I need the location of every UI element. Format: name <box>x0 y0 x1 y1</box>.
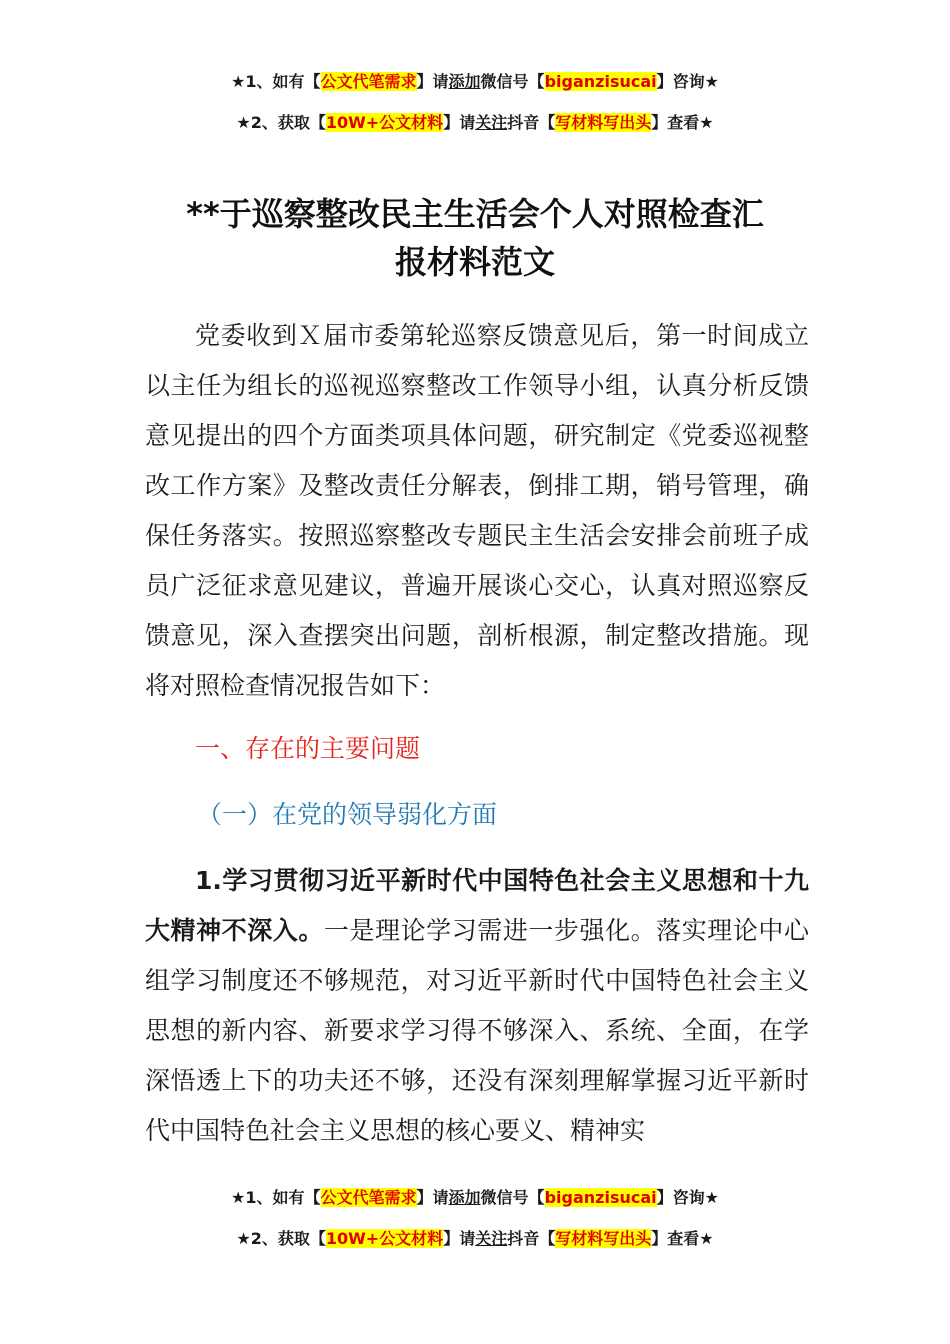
point-1-title: 1.学习贯彻习近平新时代中国特色社会主义思想和十九大精神不深入。 <box>145 866 809 945</box>
point-1-text: 一是理论学习需进一步强化。落实理论中心组学习制度还不够规范，对习近平新时代中国特色社会主义思想的新内容、新要求学习得不够深入、系统、全面，在学深悟透上下的功夫还不够，还没有深刻理解掌握习近平新时代中国特色社会主义思想的核心要义、精神实 <box>145 916 809 1145</box>
subsection-heading-1: （一）在党的领导弱化方面 <box>197 800 498 829</box>
banner-highlight: 10W+公文材料 <box>325 113 444 132</box>
title-line2: 报材料范文 <box>394 243 555 281</box>
banner-top-line1: ★1、如有【公文代笔需求】请添加微信号【biganzisucai】咨询★ <box>231 72 719 91</box>
banner-wechat-id: biganzisucai <box>544 1188 657 1207</box>
banner-highlight: 公文代笔需求 <box>320 1188 417 1207</box>
point-1-block <box>145 856 809 1156</box>
banner-wechat-id: biganzisucai <box>544 72 657 91</box>
intro-paragraph: 党委收到Ｘ届市委第轮巡察反馈意见后，第一时间成立以主任为组长的巡视巡察整改工作领导小组，认真分析反馈意见提出的四个方面类项具体问题，研究制定《党委巡视整改工作方案》及整改责任分解表，倒排工期，销号管理，确保任务落实。按照巡察整改专题民主生活会安排会前班子成员广泛征求意见建议，普遍开展谈心交心，认真对照巡察反馈意见，深入查摆突出问题，剖析根源，制定整改措施。现将对照检查情况报告如下： <box>145 321 809 700</box>
banner-highlight: 10W+公文材料 <box>325 1229 444 1248</box>
banner-douyin-id: 写材料写出头 <box>555 113 652 132</box>
section-heading-1: 一、存在的主要问题 <box>195 734 421 763</box>
banner-top-line2: ★2、获取【10W+公文材料】请关注抖音【写材料写出头】查看★ <box>236 113 714 132</box>
banner-bottom-line1: ★1、如有【公文代笔需求】请添加微信号【biganzisucai】咨询★ <box>231 1188 719 1207</box>
title-line1: **于巡察整改民主生活会个人对照检查汇 <box>186 195 764 233</box>
banner-highlight: 公文代笔需求 <box>320 72 417 91</box>
point-1-paragraph <box>145 856 809 1156</box>
banner-bottom-line2: ★2、获取【10W+公文材料】请关注抖音【写材料写出头】查看★ <box>236 1229 714 1248</box>
document-title <box>0 190 950 286</box>
banner-douyin-id: 写材料写出头 <box>555 1229 652 1248</box>
intro-block <box>145 311 809 711</box>
